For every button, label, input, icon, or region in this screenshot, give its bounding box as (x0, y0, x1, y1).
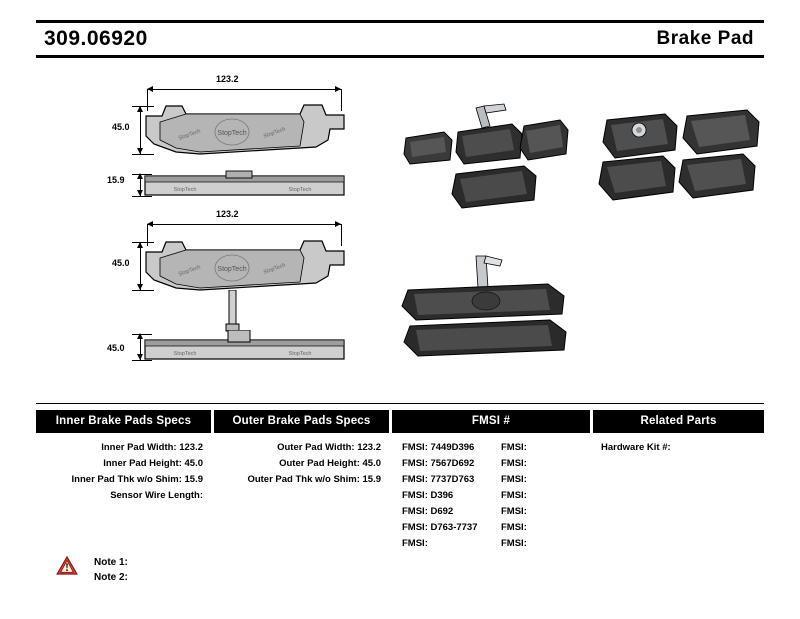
fmsi-row: FMSI: (501, 473, 527, 485)
related-parts-body (593, 433, 764, 455)
svg-text:StopTech: StopTech (217, 266, 247, 273)
fmsi-row: FMSI: (501, 521, 527, 533)
fmsi-row: FMSI: D396 (402, 489, 454, 501)
rear-pad-face-shape (140, 238, 350, 296)
fmsi-row: FMSI: 7449D396 (402, 441, 475, 453)
front-pad-height-label: 45.0 (112, 122, 130, 132)
svg-text:StopTech: StopTech (262, 262, 287, 276)
spec-row: Outer Pad Height: 45.0 (279, 457, 381, 469)
inner-pad-specs-body (36, 433, 211, 503)
related-parts-table (593, 410, 764, 455)
svg-text:StopTech: StopTech (173, 351, 197, 357)
part-number: 309.06920 (44, 27, 148, 50)
svg-text:StopTech: StopTech (262, 126, 287, 140)
spec-row: Inner Pad Height: 45.0 (103, 457, 203, 469)
front-width-dim-line (147, 89, 341, 90)
document-type-label: Brake Pad (656, 28, 754, 49)
fmsi-row: FMSI: D763-7737 (402, 521, 478, 533)
fmsi-row: FMSI: 7737D763 (402, 473, 475, 485)
front-pad-face-shape (140, 102, 350, 160)
note-2-label: Note 2: (94, 572, 128, 583)
fmsi-title: FMSI # (392, 410, 590, 433)
front-pad-thickness-label: 15.9 (107, 175, 125, 185)
svg-text:StopTech: StopTech (173, 187, 197, 193)
rear-pad-height-label: 45.0 (112, 258, 130, 268)
fmsi-row: FMSI: (501, 441, 527, 453)
fmsi-row: FMSI: (501, 505, 527, 517)
svg-text:StopTech: StopTech (177, 264, 202, 278)
fmsi-row: FMSI: 7567D692 (402, 457, 475, 469)
spec-row: Outer Pad Width: 123.2 (277, 441, 381, 453)
hardware-kit-row: Hardware Kit #: (601, 441, 671, 453)
fmsi-column-left (392, 439, 491, 551)
outer-pad-specs-body (214, 433, 389, 487)
rear-pad-thickness-label: 45.0 (107, 343, 125, 353)
outer-pad-specs-title: Outer Brake Pads Specs (214, 410, 389, 433)
pad-set-photo-2 (595, 100, 765, 210)
spec-row: Inner Pad Width: 123.2 (101, 441, 203, 453)
fmsi-row: FMSI: (402, 537, 428, 549)
spec-row: Sensor Wire Length: (110, 489, 203, 501)
front-pad-side-shape (140, 170, 350, 202)
svg-text:StopTech: StopTech (288, 351, 312, 357)
svg-text:StopTech: StopTech (217, 130, 247, 137)
document-header (36, 20, 764, 58)
svg-text:StopTech: StopTech (288, 187, 312, 193)
rear-pad-width-label: 123.2 (216, 209, 239, 219)
pad-set-photo-1 (400, 102, 570, 222)
front-pad-width-label: 123.2 (216, 74, 239, 84)
technical-drawings (0, 62, 800, 392)
spec-row: Outer Pad Thk w/o Shim: 15.9 (247, 473, 381, 485)
note-1-label: Note 1: (94, 557, 128, 568)
fmsi-row: FMSI: (501, 489, 527, 501)
notes-section (52, 555, 352, 585)
inner-pad-specs-table (36, 410, 211, 503)
fmsi-row: FMSI: (501, 457, 527, 469)
note-2-row (52, 570, 352, 585)
rear-pad-side-shape (140, 330, 350, 366)
rear-width-dim-line (147, 224, 341, 225)
fmsi-row: FMSI: D692 (402, 505, 454, 517)
fmsi-row: FMSI: (501, 537, 527, 549)
inner-pad-specs-title: Inner Brake Pads Specs (36, 410, 211, 433)
spec-row: Inner Pad Thk w/o Shim: 15.9 (71, 473, 203, 485)
sensor-wire-shape (218, 290, 248, 332)
fmsi-column-right (491, 439, 590, 551)
note-1-row (52, 555, 352, 570)
outer-pad-specs-table (214, 410, 389, 487)
related-parts-title: Related Parts (593, 410, 764, 433)
pad-set-photo-3 (398, 254, 578, 364)
fmsi-table (392, 410, 590, 551)
tables-top-divider (36, 403, 764, 404)
svg-text:StopTech: StopTech (177, 128, 202, 142)
fmsi-body (392, 433, 590, 551)
